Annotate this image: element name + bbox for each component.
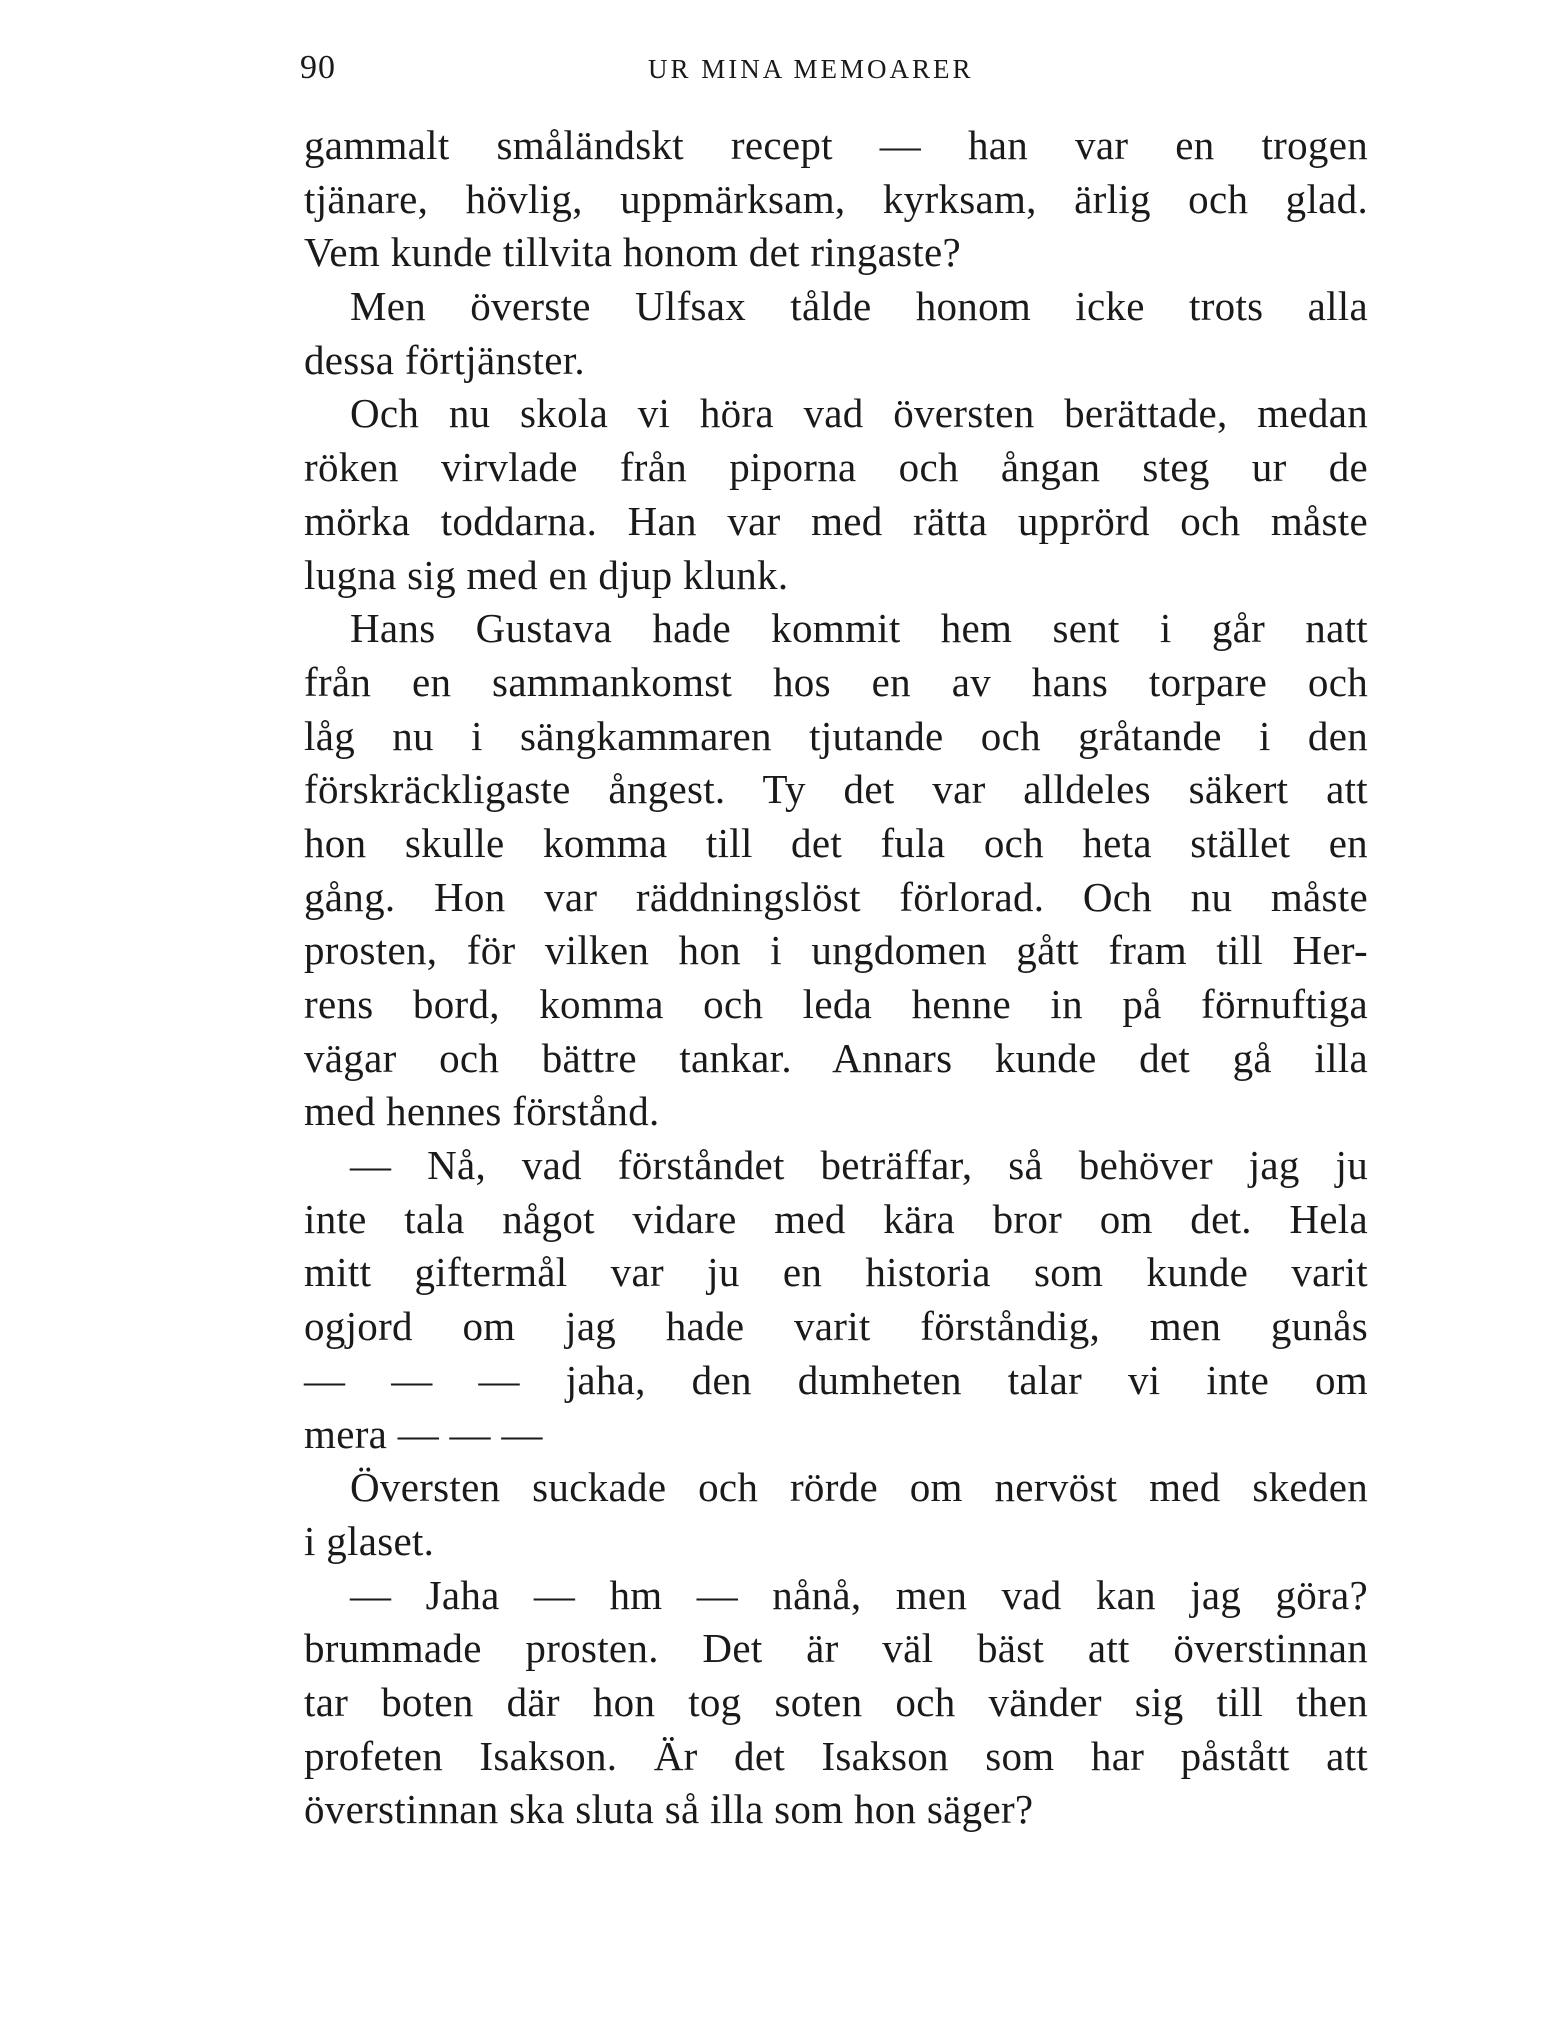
- text-line: i glaset.: [304, 1517, 435, 1564]
- text-line: Hans Gustava hade kommit hem sent i går natt: [350, 605, 1368, 652]
- text-line: mera — — —: [304, 1410, 543, 1457]
- text-line: — Jaha — hm — nånå, men vad kan jag göra?: [350, 1571, 1368, 1618]
- text-line: — Nå, vad förståndet beträffar, så behöver jag ju: [350, 1142, 1368, 1189]
- text-line: Och nu skola vi höra vad översten berättade, medan: [350, 390, 1368, 437]
- text-line: lugna sig med en djup klunk.: [304, 551, 789, 598]
- text-line: Översten suckade och rörde om nervöst med skeden: [350, 1464, 1368, 1511]
- text-line: tar boten där hon tog soten och vänder sig till then: [304, 1678, 1368, 1725]
- text-line: från en sammankomst hos en av hans torpare och: [304, 658, 1368, 705]
- text-line: förskräckligaste ångest. Ty det var alldeles säkert att: [304, 766, 1368, 813]
- text-line: med hennes förstånd.: [304, 1088, 660, 1135]
- text-line: dessa förtjänster.: [304, 336, 585, 383]
- text-line: inte tala något vidare med kära bror om det. Hela: [304, 1195, 1368, 1242]
- text-line: ogjord om jag hade varit förståndig, men gunås: [304, 1303, 1368, 1350]
- text-line: överstinnan ska sluta så illa som hon säger?: [304, 1786, 1034, 1833]
- text-line: röken virvlade från piporna och ångan steg ur de: [304, 444, 1368, 491]
- text-line: rens bord, komma och leda henne in på förnuftiga: [304, 981, 1368, 1027]
- text-line: gammalt småländskt recept — han var en trogen: [304, 122, 1368, 168]
- text-line: Vem kunde tillvita honom det ringaste?: [304, 229, 962, 276]
- text-line: vägar och bättre tankar. Annars kunde det gå illa: [304, 1034, 1368, 1081]
- body-text: [304, 119, 1368, 1837]
- text-line: brummade prosten. Det är väl bäst att överstinnan: [304, 1625, 1368, 1672]
- text-line: mörka toddarna. Han var med rätta upprörd och måste: [304, 497, 1368, 544]
- text-line: — — — jaha, den dumheten talar vi inte om: [304, 1356, 1368, 1403]
- text-line: Men överste Ulfsax tålde honom icke trots alla: [350, 283, 1368, 330]
- running-title: UR MINA MEMOARER: [648, 54, 974, 84]
- text-line: prosten, för vilken hon i ungdomen gått fram till Her-: [304, 927, 1368, 974]
- text-line: profeten Isakson. Är det Isakson som har påstått att: [304, 1732, 1368, 1779]
- page-number: 90: [300, 49, 336, 86]
- text-line: mitt giftermål var ju en historia som kunde varit: [304, 1249, 1368, 1296]
- text-line: hon skulle komma till det fula och heta stället en: [304, 819, 1368, 866]
- text-line: tjänare, hövlig, uppmärksam, kyrksam, ärlig och glad.: [304, 175, 1368, 222]
- text-line: gång. Hon var räddningslöst förlorad. Och nu måste: [304, 873, 1368, 920]
- text-line: låg nu i sängkammaren tjutande och gråtande i den: [304, 712, 1368, 759]
